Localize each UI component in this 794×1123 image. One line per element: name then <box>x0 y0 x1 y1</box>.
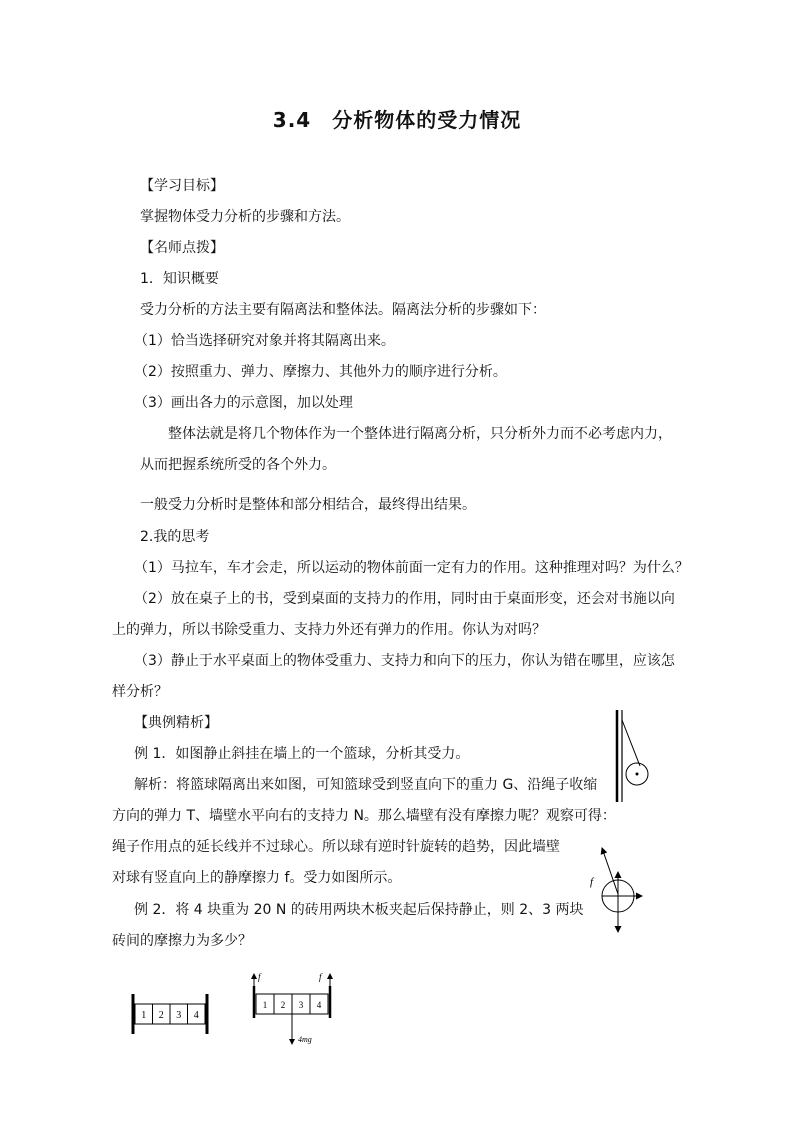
brick-label: 1 <box>262 1000 268 1010</box>
knowledge-intro: 受力分析的方法主要有隔离法和整体法。隔离法分析的步骤如下： <box>140 302 546 318</box>
rope <box>622 720 640 766</box>
step-1: （1）恰当选择研究对象并将其隔离出来。 <box>134 333 395 349</box>
brick-label: 4 <box>316 1000 322 1010</box>
step-3: （3）画出各力的示意图，加以处理 <box>134 395 353 411</box>
combine-text: 一般受力分析时是整体和部分相结合，最终得出结果。 <box>140 497 476 513</box>
question-2-line-1: （2）放在桌子上的书，受到桌面的支持力的作用，同时由于桌面形变，还会对书施以向 <box>134 591 675 607</box>
brick-label: 1 <box>141 1010 147 1021</box>
example-1-question: 例 1．如图静止斜挂在墙上的一个篮球，分析其受力。 <box>134 746 470 762</box>
section-examples: 【典例精析】 <box>134 715 218 731</box>
right-friction-label: f <box>319 972 322 982</box>
example-1-answer-line-2: 方向的弹力 T、墙壁水平向右的支持力 N。那么墙壁有没有摩擦力呢？观察可得： <box>112 808 616 824</box>
brick-label: 2 <box>280 1000 286 1010</box>
step-2: （2）按照重力、弹力、摩擦力、其他外力的顺序进行分析。 <box>134 364 507 380</box>
example-1-answer-line-4: 对球有竖直向上的静摩擦力 f。受力如图所示。 <box>112 870 402 886</box>
brick-label: 3 <box>298 1000 304 1010</box>
question-2-line-2: 上的弹力，所以书除受重力、支持力外还有弹力的作用。你认为对吗？ <box>112 622 546 638</box>
example-2-question-line-2: 砖间的摩擦力为多少？ <box>112 933 252 949</box>
friction-label: f <box>590 876 594 888</box>
question-3-line-1: （3）静止于水平桌面上的物体受重力、支持力和向下的压力，你认为错在哪里，应该怎 <box>134 653 675 669</box>
ball-center-dot <box>636 773 639 776</box>
section-learning-goal: 【学习目标】 <box>140 178 224 194</box>
left-friction-label: f <box>258 972 261 982</box>
example-2-question-line-1: 例 2．将 4 块重为 20 N 的砖用两块木板夹起后保持静止，则 2、3 两块 <box>134 902 584 918</box>
brick-label: 2 <box>158 1010 164 1021</box>
brick-label: 4 <box>193 1010 199 1021</box>
ball-force-diagram <box>584 838 654 938</box>
ball-on-wall-figure <box>610 708 660 804</box>
example-1-answer-line-3: 绳子作用点的延长线并不过球心。所以球有逆时针旋转的趋势，因此墙壁 <box>112 839 560 855</box>
section-teacher-tips: 【名师点拨】 <box>140 240 224 256</box>
knowledge-heading: 1．知识概要 <box>140 271 219 287</box>
brick-label: 3 <box>176 1010 182 1021</box>
weight-label: 4mg <box>298 1035 312 1044</box>
whole-method-line-2: 从而把握系统所受的各个外力。 <box>140 457 336 473</box>
question-3-line-2: 样分析？ <box>112 684 168 700</box>
thinking-heading: 2.我的思考 <box>140 529 210 545</box>
page-title: 3.4 分析物体的受力情况 <box>272 108 522 132</box>
whole-method-line-1: 整体法就是将几个物体作为一个整体进行隔离分析，只分析外力而不必考虑内力， <box>168 426 672 442</box>
goal-text: 掌握物体受力分析的步骤和方法。 <box>140 209 350 225</box>
bricks-force-diagram <box>248 968 338 1050</box>
example-1-answer-line-1: 解析：将篮球隔离出来如图，可知篮球受到竖直向下的重力 G、沿绳子收缩 <box>134 777 598 793</box>
bricks-figure <box>128 992 212 1036</box>
question-1: （1）马拉车，车才会走，所以运动的物体前面一定有力的作用。这种推理对吗？为什么？ <box>134 560 689 576</box>
